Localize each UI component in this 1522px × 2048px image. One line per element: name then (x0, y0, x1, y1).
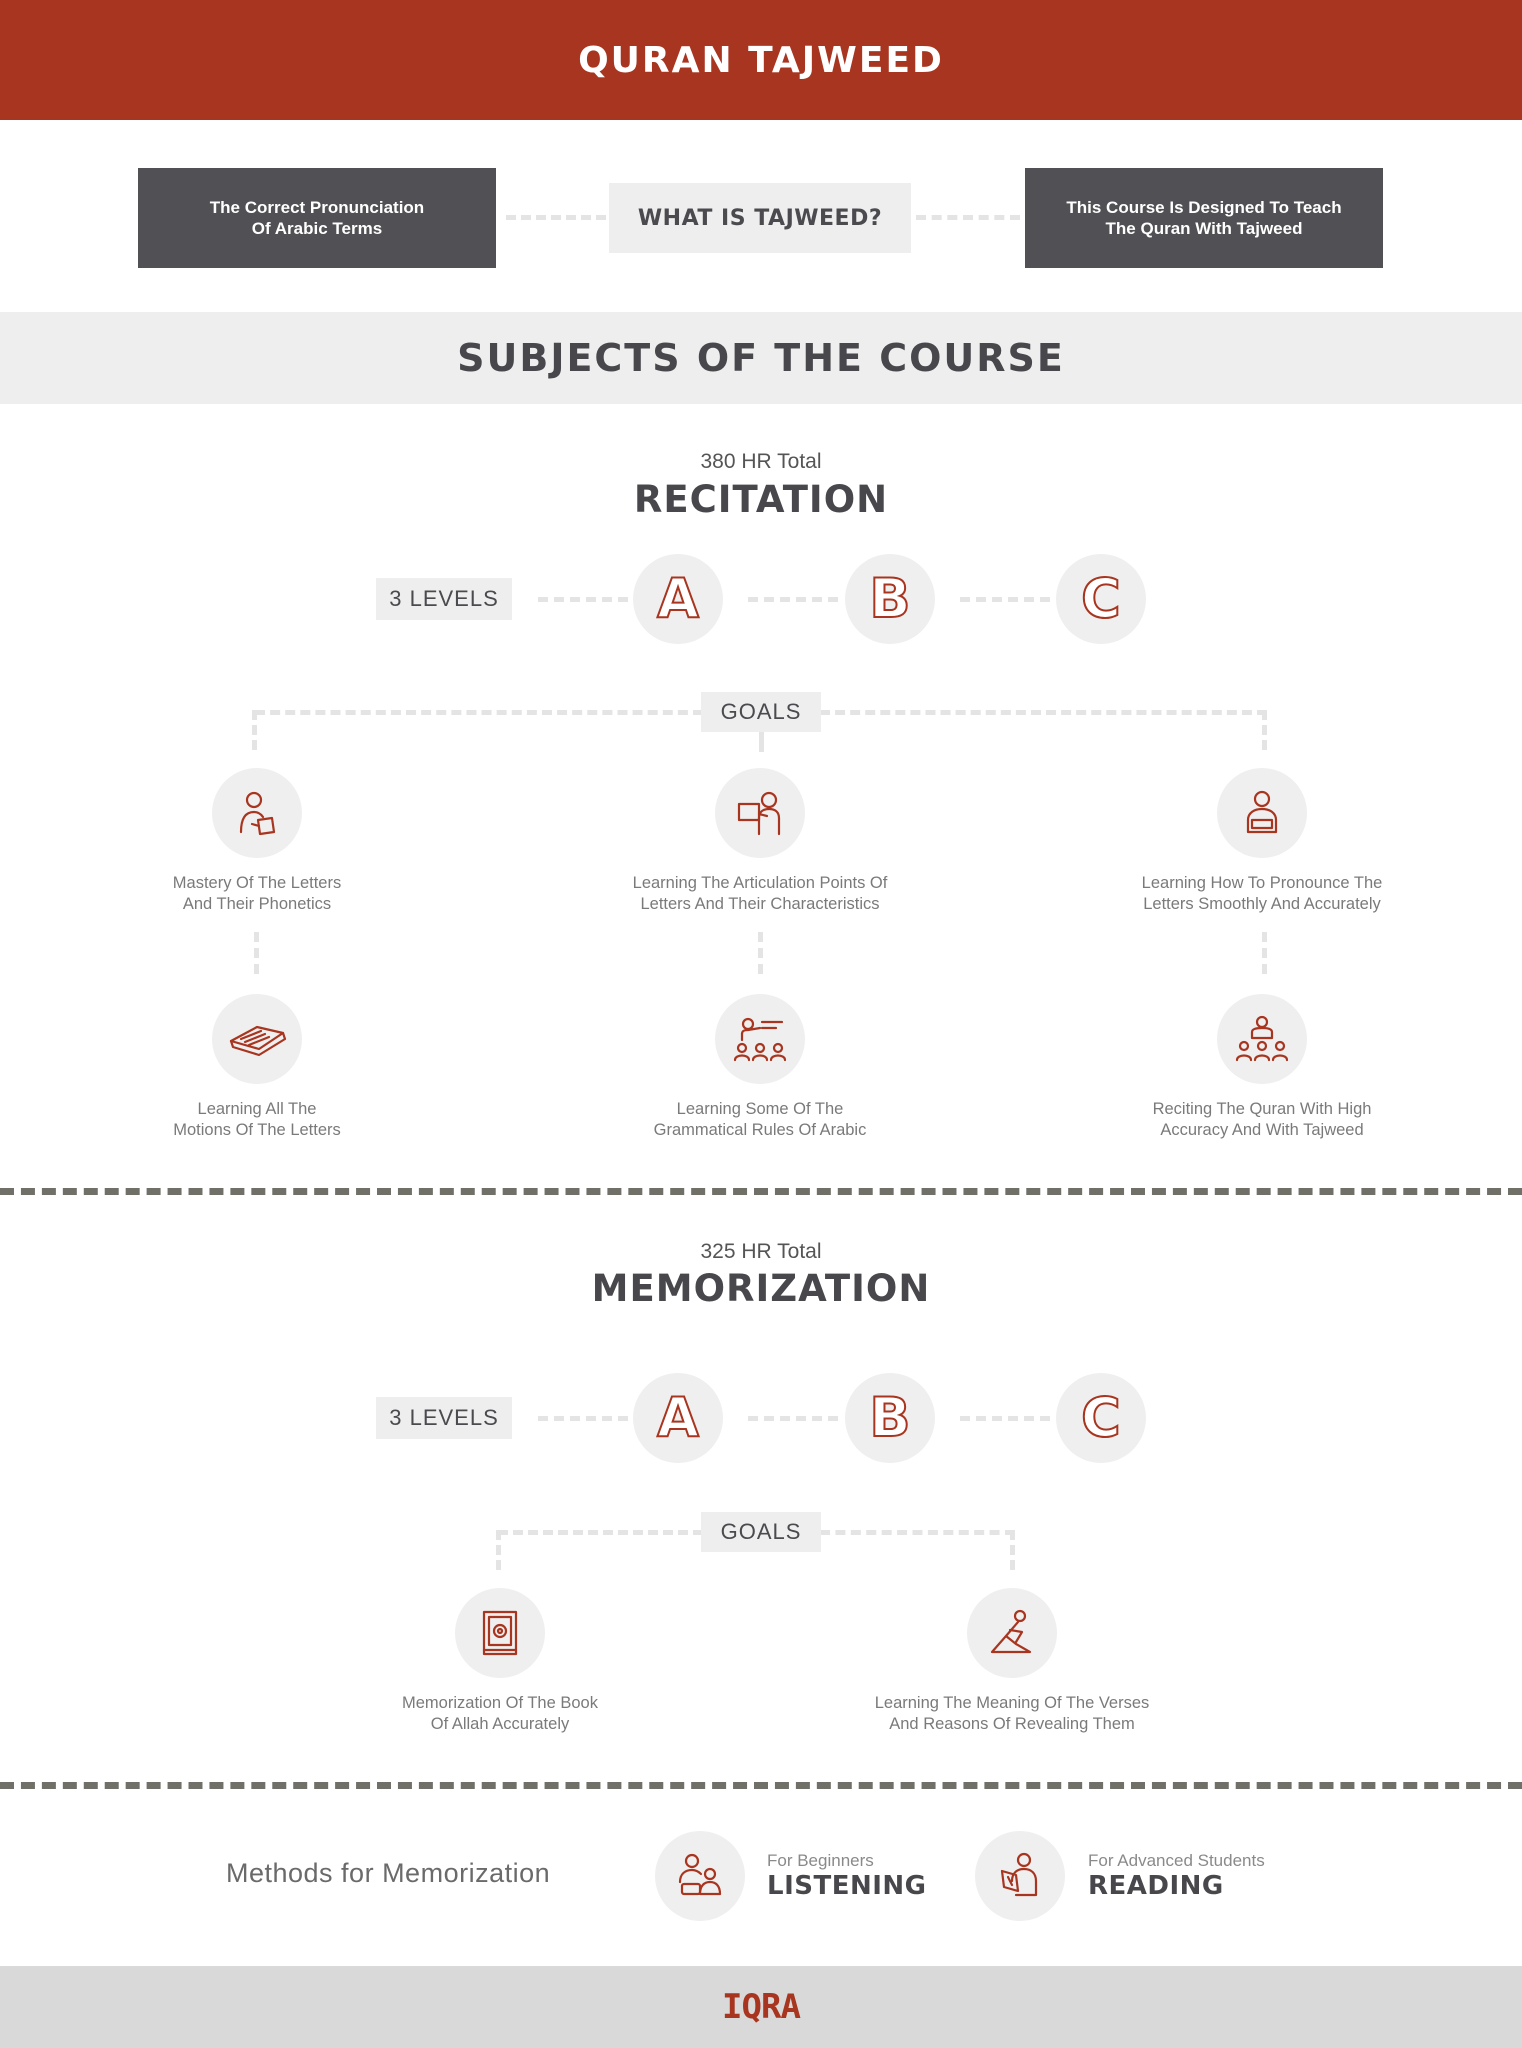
level-c-badge: C (1056, 1373, 1146, 1463)
goals-branch-left (255, 710, 703, 715)
method-name: LISTENING (767, 1871, 927, 1901)
dashed-connector (960, 1416, 1050, 1421)
dashed-connector (748, 1416, 838, 1421)
section-divider (0, 1188, 1522, 1195)
recitation-title: RECITATION (633, 478, 889, 521)
goals-branch-left (498, 1530, 703, 1535)
goals-branch-right (820, 710, 1267, 715)
memorization-title: MEMORIZATION (591, 1267, 931, 1310)
dashed-connector (506, 215, 606, 220)
level-a-badge: A (633, 554, 723, 644)
subjects-title: SUBJECTS OF THE COURSE (457, 336, 1065, 380)
goals-stem (496, 1530, 501, 1570)
method-name: READING (1088, 1871, 1224, 1901)
goal-text: Learning The Meaning Of The Verses And Reasons Of Revealing Them (874, 1694, 1150, 1733)
subjects-band (0, 312, 1522, 404)
level-b-badge: B (845, 1373, 935, 1463)
footer (0, 1966, 1522, 2048)
dashed-connector (960, 597, 1050, 602)
page-title: QURAN TAJWEED (578, 39, 944, 81)
goal-connector (1262, 932, 1267, 974)
goal-text: Learning How To Pronounce The Letters Smoothly And Accurately (1141, 874, 1383, 913)
what-is-tajweed-box: WHAT IS TAJWEED? (609, 183, 911, 253)
listening-people-icon (655, 1831, 745, 1921)
kneeling-reader-icon (967, 1588, 1057, 1678)
goal-text: Memorization Of The Book Of Allah Accurately (402, 1694, 598, 1733)
teacher-board-icon (715, 768, 805, 858)
classroom-presentation-icon (715, 994, 805, 1084)
levels-tag: 3 LEVELS (376, 578, 512, 620)
recitation-hours: 380 HR Total (700, 450, 822, 473)
goal-text: Mastery Of The Letters And Their Phonetics (172, 874, 342, 913)
group-recitation-icon (1217, 994, 1307, 1084)
level-c-badge: C (1056, 554, 1146, 644)
goals-branch-right (820, 1530, 1015, 1535)
goal-connector (758, 932, 763, 974)
goals-stem (252, 710, 257, 750)
quran-book-icon (455, 1588, 545, 1678)
reading-person-icon (975, 1831, 1065, 1921)
goal-text: Learning The Articulation Points Of Letters And Their Characteristics (632, 874, 888, 913)
dashed-connector (538, 597, 628, 602)
levels-tag: 3 LEVELS (376, 1397, 512, 1439)
method-subtitle: For Beginners (767, 1851, 874, 1870)
goal-connector (254, 932, 259, 974)
methods-title: Methods for Memorization (226, 1858, 551, 1888)
goal-text: Learning Some Of The Grammatical Rules Of Arabic (653, 1100, 867, 1139)
dashed-connector (538, 1416, 628, 1421)
method-subtitle: For Advanced Students (1088, 1851, 1265, 1870)
goals-stem (1010, 1530, 1015, 1570)
section-divider (0, 1782, 1522, 1789)
dashed-connector (916, 215, 1020, 220)
goals-stem (1262, 710, 1267, 750)
brand-logo: IQRA (722, 1987, 800, 2027)
student-reading-icon (212, 768, 302, 858)
memorization-hours: 325 HR Total (700, 1240, 822, 1263)
definition-box: The Correct Pronunciation Of Arabic Terms (138, 168, 496, 268)
level-a-badge: A (633, 1373, 723, 1463)
goals-tag: GOALS (701, 1512, 821, 1552)
open-book-icon (212, 994, 302, 1084)
dashed-connector (748, 597, 838, 602)
goals-stem (759, 732, 764, 752)
level-b-badge: B (845, 554, 935, 644)
goal-text: Learning All The Motions Of The Letters (173, 1100, 341, 1139)
goals-tag: GOALS (701, 692, 821, 732)
goal-text: Reciting The Quran With High Accuracy And With Tajweed (1152, 1100, 1372, 1139)
header-banner (0, 0, 1522, 120)
person-holding-book-icon (1217, 768, 1307, 858)
course-purpose-box: This Course Is Designed To Teach The Quran With Tajweed (1025, 168, 1383, 268)
